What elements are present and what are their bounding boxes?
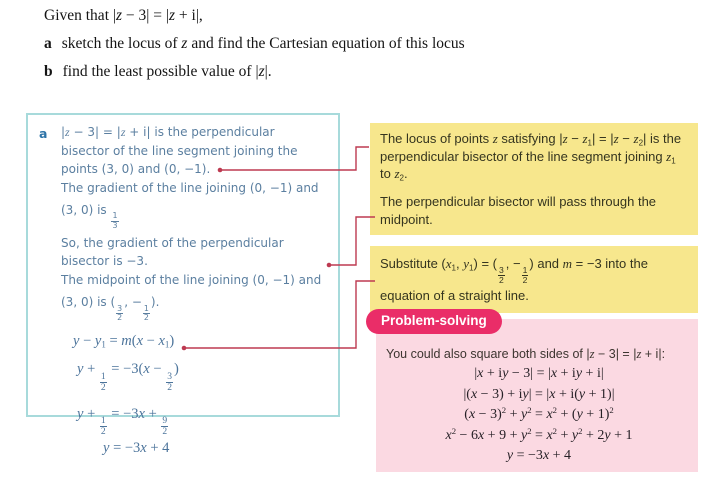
callout-substitute-note: Substitute ($x_1$, $y_1$) = ( $\frac{3}{2}$ , − $\frac{1}{2}$ ) and m = −3 into the equation of a straight line. (370, 246, 698, 313)
part-a-label: a (44, 35, 52, 52)
problem-solving-box (376, 313, 698, 472)
worked-part-label: a (39, 126, 48, 141)
problem-solving-equation: y = −3x + 4 (506, 448, 572, 463)
part-a-text: sketch the locus of z and find the Cartesian equation of this locus (61, 35, 465, 52)
solution-line: bisector is −3. (61, 254, 148, 269)
solution-line: (3, 0) is ( $\frac{3}{2}$ , − $\frac{1}{2}$ ). (61, 295, 160, 323)
part-b-label: b (44, 63, 53, 80)
problem-solving-equation: $(x - 3)^2 + y^2 = x^2 + (y + 1)^2$ (464, 405, 614, 422)
problem-solving-equation: |x + iy − 3| = |x + iy + i| (474, 366, 604, 381)
solution-line: So, the gradient of the perpendicular (61, 235, 284, 250)
solution-line: The midpoint of the line joining (0, −1) and (61, 272, 322, 287)
problem-solving-equation: $x^2 - 6x + 9 + y^2 = x^2 + y^2 + 2y + 1$ (445, 425, 633, 443)
solution-line: (3, 0) is $\frac{1}{3}$ (61, 203, 118, 230)
solution-equation: $y - y_1 = m(x - x_1)$ (73, 333, 175, 351)
solution-line: The gradient of the line joining (0, −1) and (61, 180, 319, 195)
problem-intro: Given that |z − 3| = |z + i|, (44, 7, 203, 24)
solution-line: |z − 3| = |z + i| is the perpendicular (61, 125, 275, 139)
worked-solution-body (61, 123, 332, 459)
callout-midpoint-note: The perpendicular bisector will pass through the midpoint. (370, 186, 698, 235)
problem-part-a (44, 35, 465, 53)
solution-line: bisector of the line segment joining the (61, 143, 298, 158)
solution-equation: y + $\frac{1}{2}$ = −3(x − $\frac{3}{2}$ ) (77, 361, 179, 393)
worked-solution-box (26, 113, 340, 457)
solution-equation: y = −3x + 4 (103, 440, 170, 457)
solution-equation: y + $\frac{1}{2}$ = −3x + $\frac{9}{2}$ (77, 405, 168, 438)
problem-statement (44, 7, 465, 91)
callout-locus-definition: The locus of points z satisfying $|z - z_1| = |z - z_2|$ is the perpendicular bisector of the line segment joining $z_1$ to $z_2$. (370, 123, 698, 190)
problem-solving-badge: Problem-solving (366, 309, 502, 334)
problem-solving-intro: You could also square both sides of |z − 3| = |z + i|: (386, 347, 666, 361)
problem-part-b (44, 63, 465, 81)
solution-line: points (3, 0) and (0, −1). (61, 162, 211, 176)
part-b-text: find the least possible value of |z|. (62, 63, 272, 80)
problem-solving-equation: |(x − 3) + iy| = |x + i(y + 1)| (463, 386, 615, 402)
